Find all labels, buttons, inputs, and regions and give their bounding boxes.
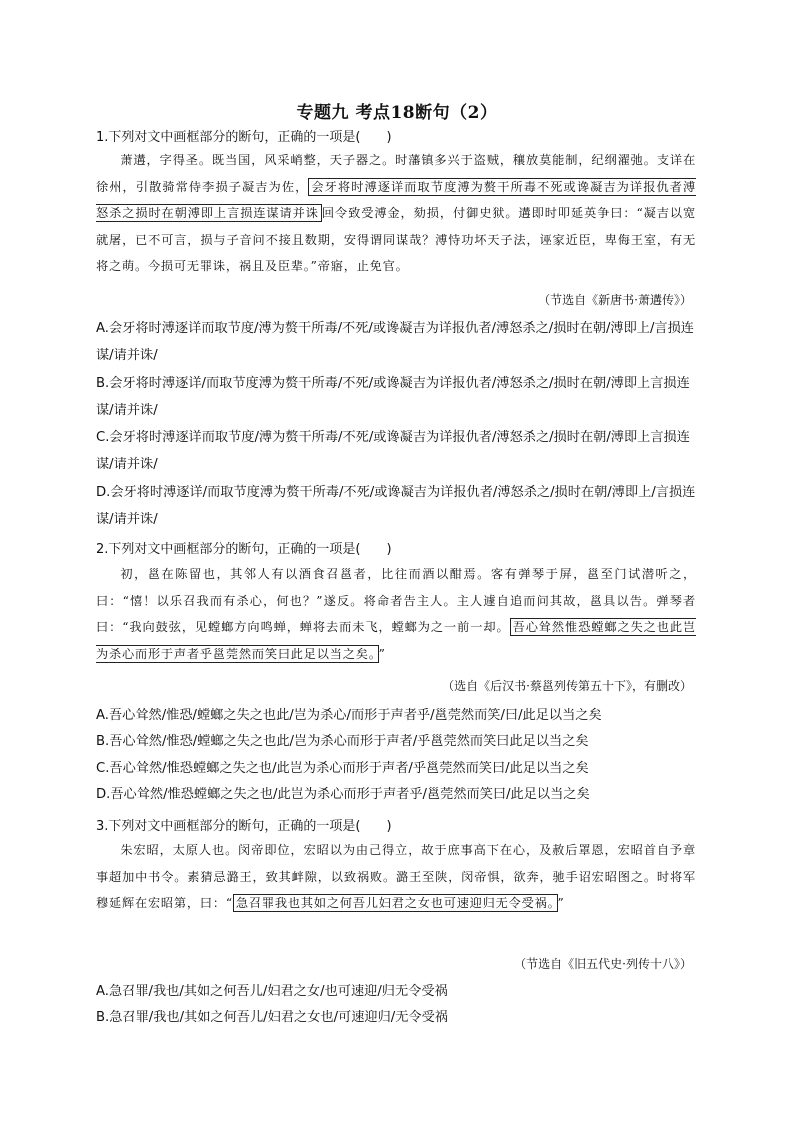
option-c: C.吾心耸然/惟恐螳螂之失之也/此岂为杀心而形于声者/乎邕莞然而笑曰/此足以当之矣 xyxy=(96,761,589,776)
question-1-source: （节选自《新唐书·萧遘传》） xyxy=(538,293,692,307)
passage-text: 朱宏昭，太原人也。闵帝即位，宏昭以为由己得立，故于庶事高下在心，及赦后罩恩，宏昭首自予章事超加中书令。素猜忌潞王，致其衅隙，以致祸败。潞王至陕，闵帝惧，欲奔，驰手诏宏昭图之。时将军穆延辉在宏昭第，曰：“ xyxy=(96,843,696,910)
passage-text: 初，邕在陈留也，其邻人有以酒食召邕者，比往而酒以酣焉。客有弹琴于屏，邕至门试潜听之，曰：“憘！以乐召我而有杀心，何也？”遂反。将命者告主人。主人遽自追而问其故，邕具以告。弹琴者曰：“我向鼓弦，见螳螂方向鸣蝉，蝉将去而未飞，螳螂为之一前一却。 xyxy=(96,567,696,634)
question-1-stem: 1.下列对文中画框部分的断句，正确的一项是( ) xyxy=(96,130,392,145)
passage-text: 回令致受溥金，劾损，付御史狱。遘即时叩延英争曰：“凝吉以宽就屠，已不可言，损与子音问不接且数期，安得谓同谋哉？溥恃功坏天子法，诬家近臣，卑侮王室，有无将之萌。今损可无罪诛，祸且及臣辈。”帝寤，止免官。 xyxy=(96,206,696,273)
option-b: B.急召罪/我也/其如之何吾儿/妇君之女也/可速迎归/无令受祸 xyxy=(96,1010,448,1025)
question-1-passage xyxy=(96,147,696,280)
question-2-source: （选自《后汉书·蔡邕列传第五十下》，有删改） xyxy=(442,679,692,693)
passage-text: ” xyxy=(557,896,565,910)
boxed-passage: 吾心耸然惟恐螳螂之失之也此岂为杀心而形于声者乎邕莞然而笑曰此足以当之矣。 xyxy=(96,620,696,661)
boxed-passage: 会牙将时溥逐详而取节度溥为赘干所毒不死或谗凝吉为详报仇者溥怒杀之损时在朝溥即上言损连谋请并诛 xyxy=(96,179,696,220)
question-3-passage xyxy=(96,837,696,917)
option-d: D.会牙将时溥逐详/而取节度溥为赘干所毒/不死/或谗凝吉为详报仇者/溥怒杀之/损时在朝/溥即上/言损连谋/请并诛/ xyxy=(96,485,696,527)
question-3-source: （节选自《旧五代史·列传十八》） xyxy=(514,957,692,971)
option-a: A.急召罪/我也/其如之何吾儿/妇君之女/也可速迎/归无令受祸 xyxy=(96,984,448,999)
question-2-stem: 2.下列对文中画框部分的断句，正确的一项是( ) xyxy=(96,542,392,557)
option-c: C.会牙将时溥逐详而取节度/溥为赘干所毒/不死/或谗凝吉为详报仇者/溥怒杀之/损时在朝/溥即上言损连谋/请并诛/ xyxy=(96,430,690,472)
option-a: A.会牙将时溥逐详而取节度/溥为赘干所毒/不死/或谗凝吉为详报仇者/溥怒杀之/损时在朝/溥即上/言损连谋/请并诛/ xyxy=(96,321,694,363)
option-d: D.吾心耸然/惟恐螳螂之失之也/此岂为杀心而形于声者乎/邕莞然而笑曰/此足以当之矣 xyxy=(96,787,590,802)
boxed-passage: 急召罪我也其如之何吾儿妇君之女也可速迎归无令受祸。 xyxy=(233,894,558,912)
option-b: B.吾心耸然/惟恐/螳螂之失之也此/岂为杀心而形于声者/乎邕莞然而笑曰此足以当之矣 xyxy=(96,734,589,749)
option-b: B.会牙将时溥逐详/而取节度溥为赘干所毒/不死/或谗凝吉为详报仇者/溥怒杀之/损时在朝/溥即上言损连谋/请并诛/ xyxy=(96,376,690,418)
question-3-stem: 3.下列对文中画框部分的断句，正确的一项是( ) xyxy=(96,819,392,834)
option-a: A.吾心耸然/惟恐/螳螂之失之也此/岂为杀心/而形于声者乎/邕莞然而笑/曰/此足以当之矣 xyxy=(96,708,602,723)
passage-text: ” xyxy=(378,646,386,661)
passage-text: 萧遘，字得圣。既当国，风采峭整，天子器之。时藩镇多兴于盗贼，穰放莫能制，纪纲濯弛。支详在徐州，引散骑常侍李损子凝吉为佐， xyxy=(96,153,696,194)
question-2-passage xyxy=(96,561,696,667)
page-title: 专题九 考点18断句（2） xyxy=(296,103,498,123)
